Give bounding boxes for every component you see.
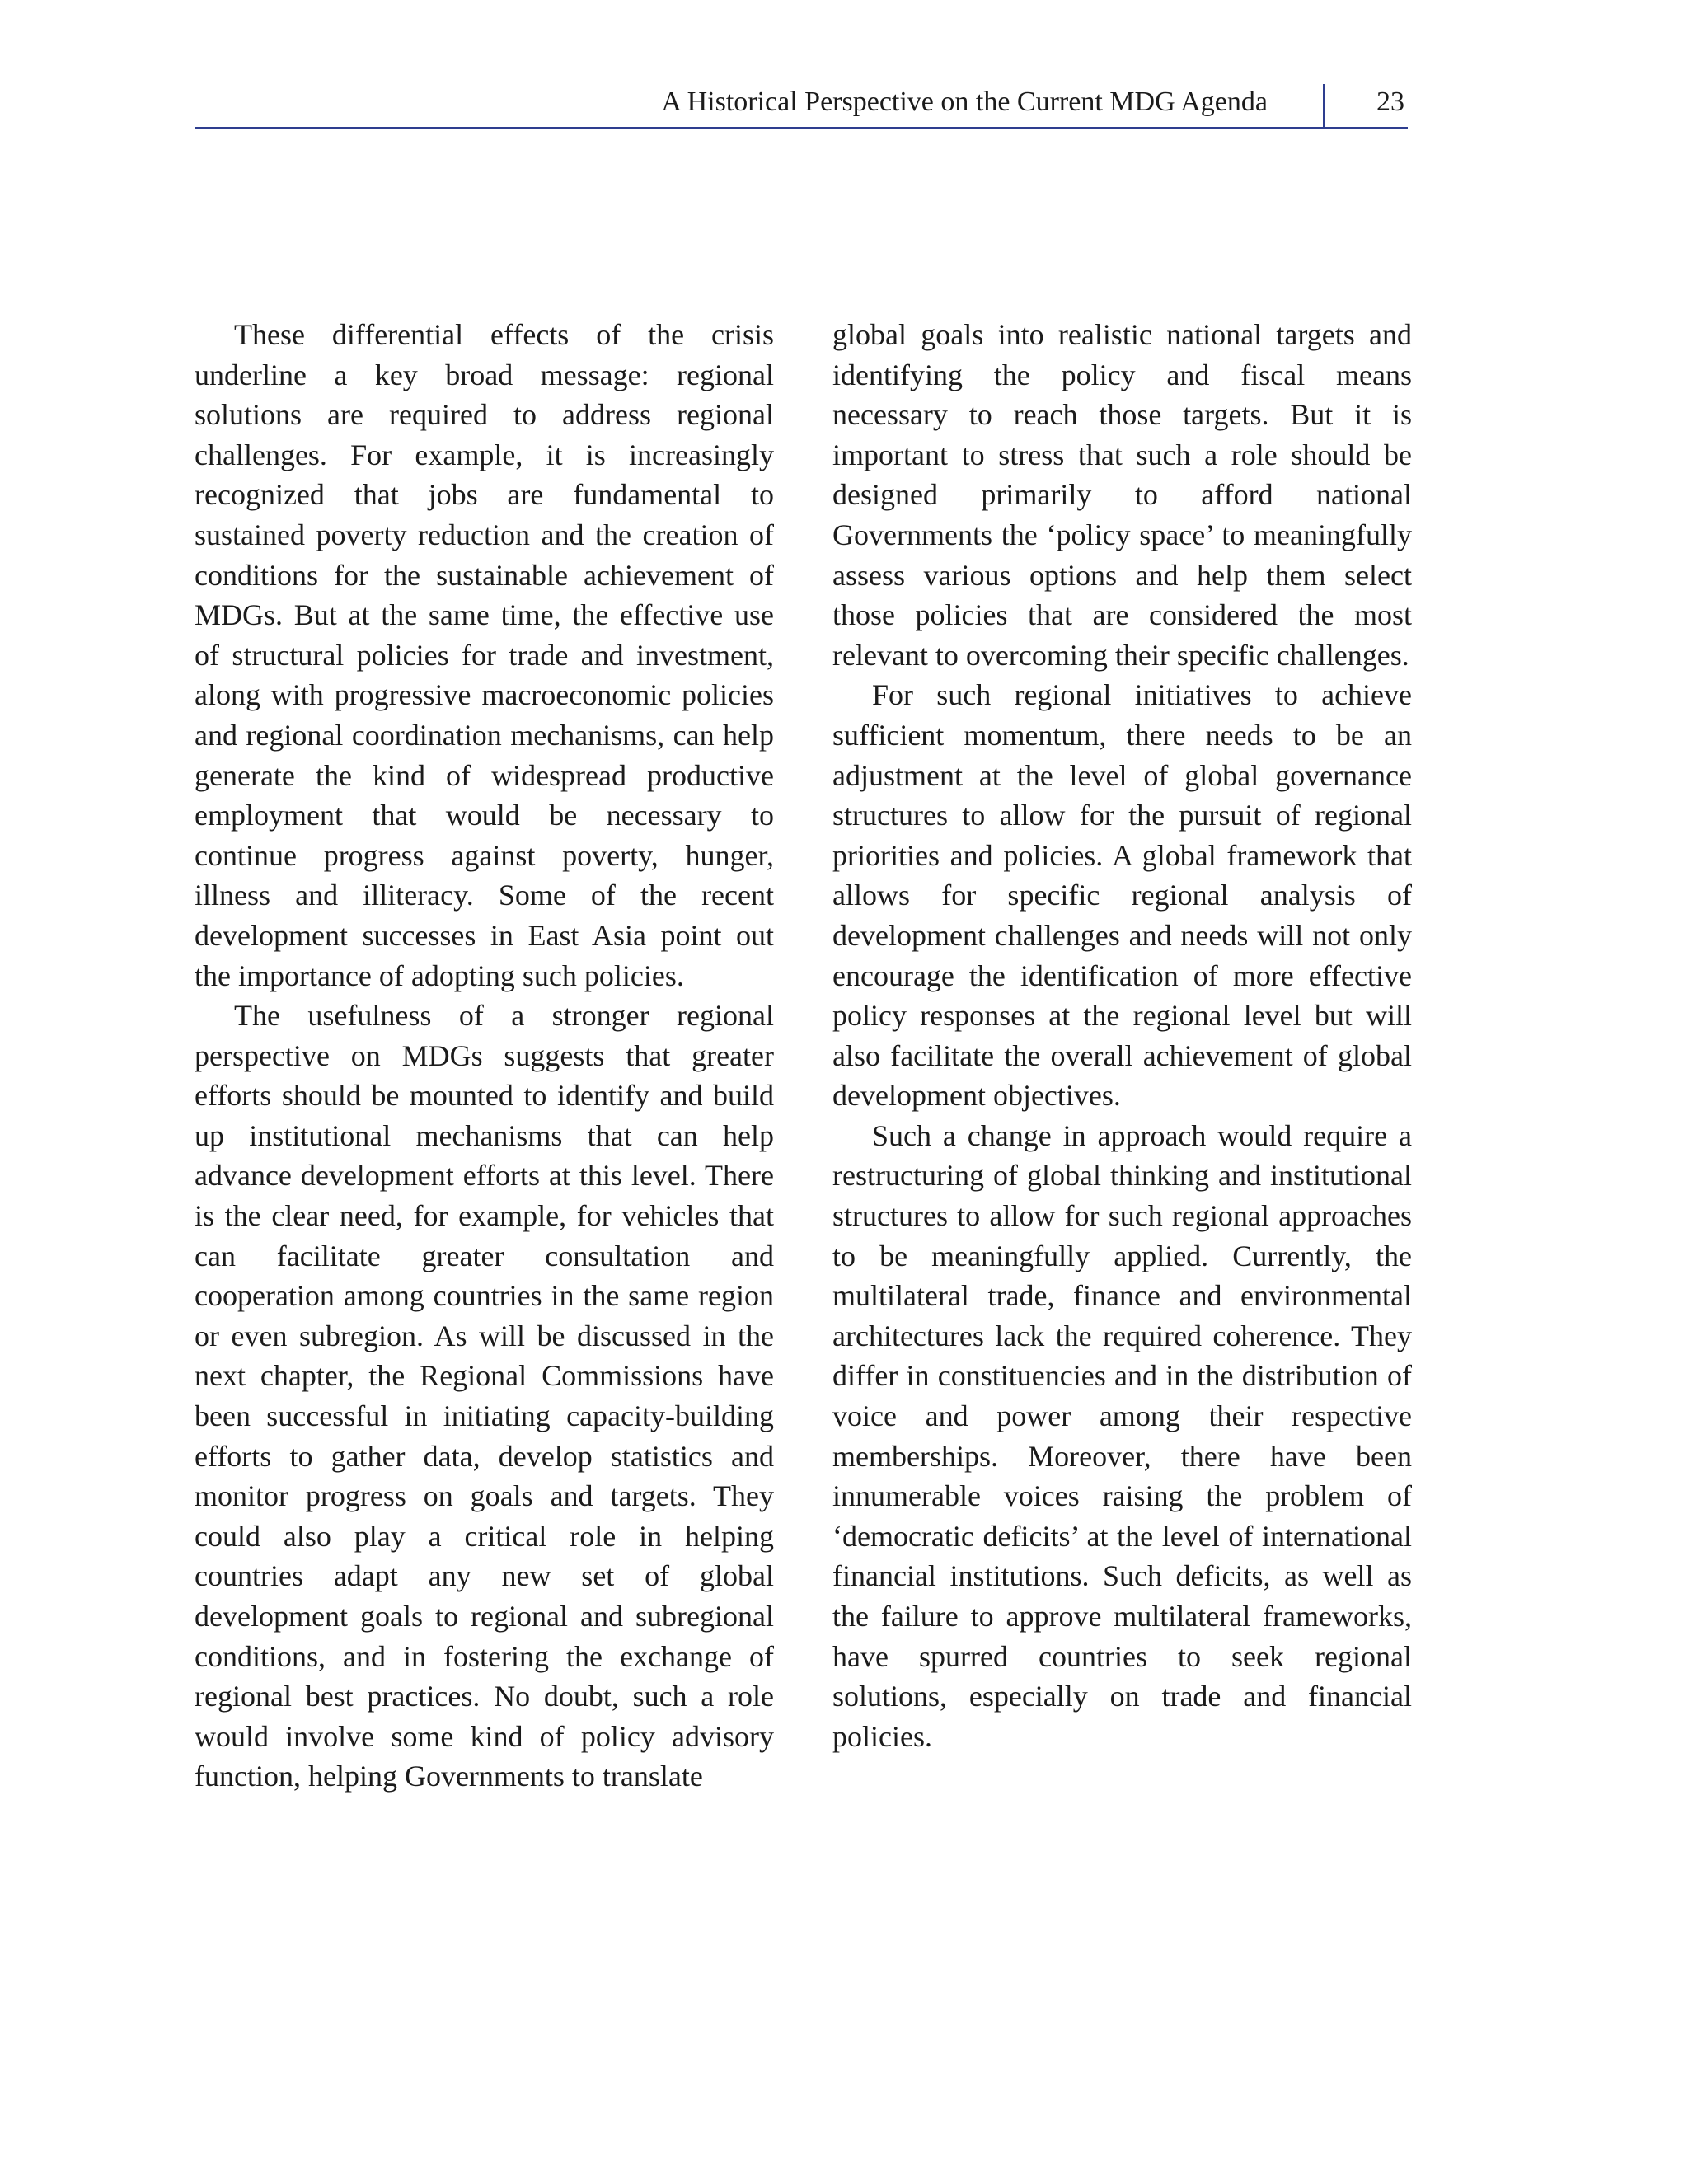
body-paragraph: Such a change in approach would require a restructuring of global thinking and institutional structures to allow for such regional approaches to be meaningfully applied. Currently, the multilateral trade, finance and environmental architectures lack the required coherence. They differ in constituencies and in the distribution of voice and power among their respective memberships. Moreover, there have been innumerable voices raising the problem of ‘democratic deficits’ at the level of international financial institutions. Such deficits, as well as the failure to approve multilateral frameworks, have spurred countries to seek regional solutions, especially on trade and financial policies. (832, 1118, 1412, 1753)
body-paragraph-continued: global goals into realistic national targets and identifying the policy and fiscal means necessary to reach those targets. But it is important to stress that such a role should be designed primarily to afford national Governments the ‘policy space’ to meaningfully assess various options and help them select those policies that are considered the most relevant to overcoming their specific challenges. (832, 318, 1412, 672)
body-paragraph: The usefulness of a stronger regional perspective on MDGs suggests that greater efforts should be mounted to identify and build up institutional mechanisms that can help advance development efforts at this level. There is the clear need, for example, for vehicles that can facilitate greater consultation and cooperation among countries in the same region or even subregion. As will be discussed in the next chapter, the Regional Commissions have been successful in initiating capacity-building efforts to gather data, develop statistics and monitor progress on goals and targets. They could also play a critical role in helping countries adapt any new set of global development goals to regional and subregional conditions, and in fostering the exchange of regional best practices. No doubt, such a role would involve some kind of policy advisory function, helping Governments to translate (195, 999, 774, 1793)
page-number: 23 (1376, 87, 1404, 117)
body-paragraph: These differential effects of the crisis underline a key broad message: regional solutions are required to address regional challenges. For example, it is increasingly recognized that jobs are fundamental to sustained poverty reduction and the creation of conditions for the sustainable achievement of MDGs. But at the same time, the effective use of structural policies for trade and investment, along with progressive macroeconomic policies and regional coordination mechanisms, can help generate the kind of widespread productive employment that would be necessary to continue progress against poverty, hunger, illness and illiteracy. Some of the recent development successes in East Asia point out the importance of adopting such policies. (195, 318, 774, 992)
left-column (195, 315, 774, 1797)
running-title: A Historical Perspective on the Current MDG Agenda (661, 87, 1268, 117)
running-header (195, 79, 1408, 129)
right-column (832, 315, 1412, 1756)
header-divider (1323, 84, 1325, 129)
body-paragraph: For such regional initiatives to achieve sufficient momentum, there needs to be an adjustment at the level of global governance structures to allow for the pursuit of regional priorities and policies. A global framework that allows for specific regional analysis of development challenges and needs will not only encourage the identification of more effective policy responses at the regional level but will also facilitate the overall achievement of global development objectives. (832, 678, 1412, 1113)
